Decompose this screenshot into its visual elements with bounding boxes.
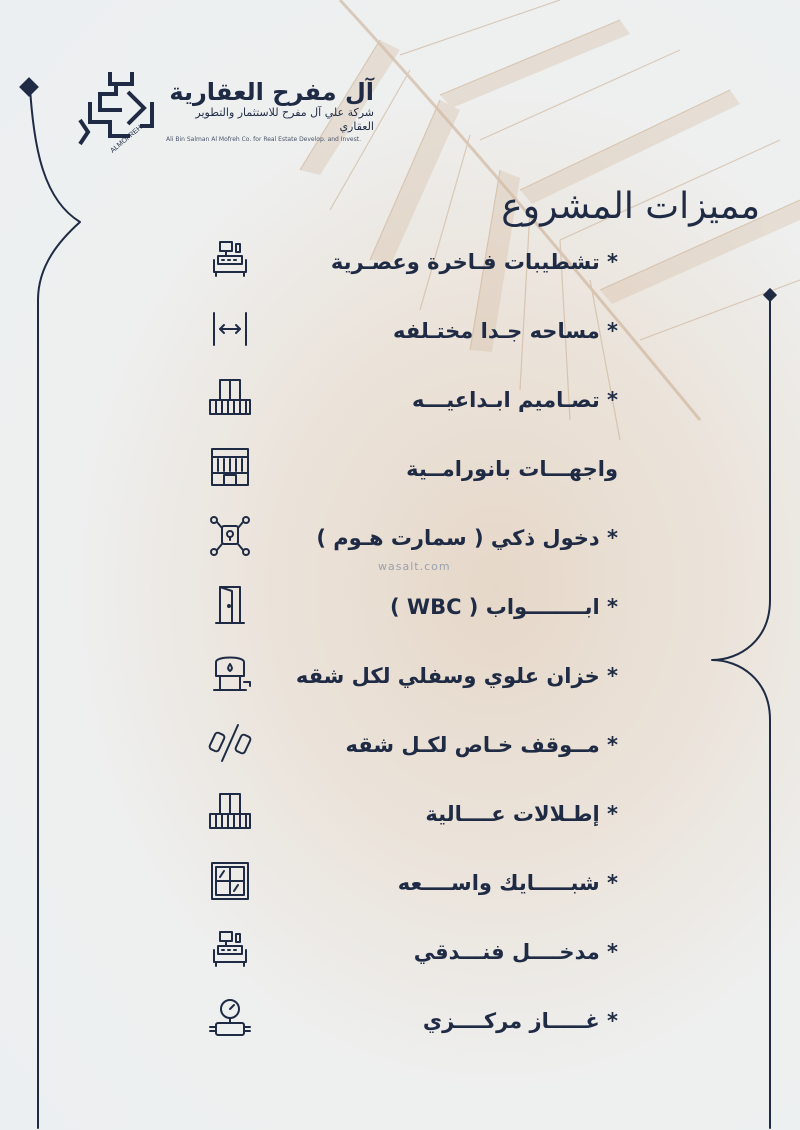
feature-item xyxy=(200,238,630,307)
feature-item xyxy=(200,583,630,652)
logo-mark-text: ALMOFREH xyxy=(109,124,144,155)
company-subtitle: شركة علي آل مفرح للاستثمار والتطوير العقاري xyxy=(195,106,374,133)
feature-item xyxy=(200,652,630,721)
feature-label: * مساحه جـدا مختـلفه xyxy=(393,319,618,343)
feature-label: * إطـلالات عــــالية xyxy=(425,802,618,826)
window-icon xyxy=(208,859,252,903)
company-logo-text xyxy=(166,78,374,143)
feature-label: * مدخــــل فنـــدقي xyxy=(413,940,618,964)
feature-item xyxy=(200,928,630,997)
page-title: مميزات المشروع xyxy=(501,186,760,227)
smart-home-icon xyxy=(208,514,252,558)
company-name: آل مفرح العقارية xyxy=(169,78,374,106)
door-icon xyxy=(208,583,252,627)
feature-item xyxy=(200,997,630,1066)
company-logo-mark xyxy=(70,62,162,158)
feature-label: * تشطيبات فـاخرة وعصـرية xyxy=(330,250,618,274)
company-english-name: Ali Bin Salman Al Mofreh Co. for Real Estate Develop. and Invest. xyxy=(166,136,361,143)
feature-item xyxy=(200,307,630,376)
building-facade-icon xyxy=(208,445,252,489)
feature-item xyxy=(200,859,630,928)
feature-label: * مــوقف خـاص لكـل شقه xyxy=(345,733,618,757)
feature-label: * شبـــــايك واســــعه xyxy=(397,871,618,895)
watermark: wasalt.com xyxy=(378,560,451,573)
sofa-icon xyxy=(208,928,252,972)
width-arrows-icon xyxy=(208,307,252,351)
feature-label: * دخول ذكي ( سمارت هـوم ) xyxy=(316,526,618,550)
feature-item xyxy=(200,514,630,583)
feature-item xyxy=(200,721,630,790)
feature-label: * تصـاميم ابـداعيـــه xyxy=(411,388,618,412)
water-tank-icon xyxy=(208,652,252,696)
feature-item xyxy=(200,445,630,514)
balcony-icon xyxy=(208,790,252,834)
sofa-icon xyxy=(208,238,252,282)
feature-label: * ابــــــــواب ( WBC ) xyxy=(389,595,618,619)
feature-label: * خزان علوي وسفلي لكل شقه xyxy=(295,664,618,688)
features-list xyxy=(200,238,630,1066)
feature-label: * غـــــاز مركــــزي xyxy=(422,1009,618,1033)
feature-label: واجهـــات بانورامــية xyxy=(406,457,618,481)
balcony-icon xyxy=(208,376,252,420)
feature-item xyxy=(200,790,630,859)
parking-icon xyxy=(208,721,252,765)
gas-meter-icon xyxy=(208,997,252,1041)
feature-item xyxy=(200,376,630,445)
